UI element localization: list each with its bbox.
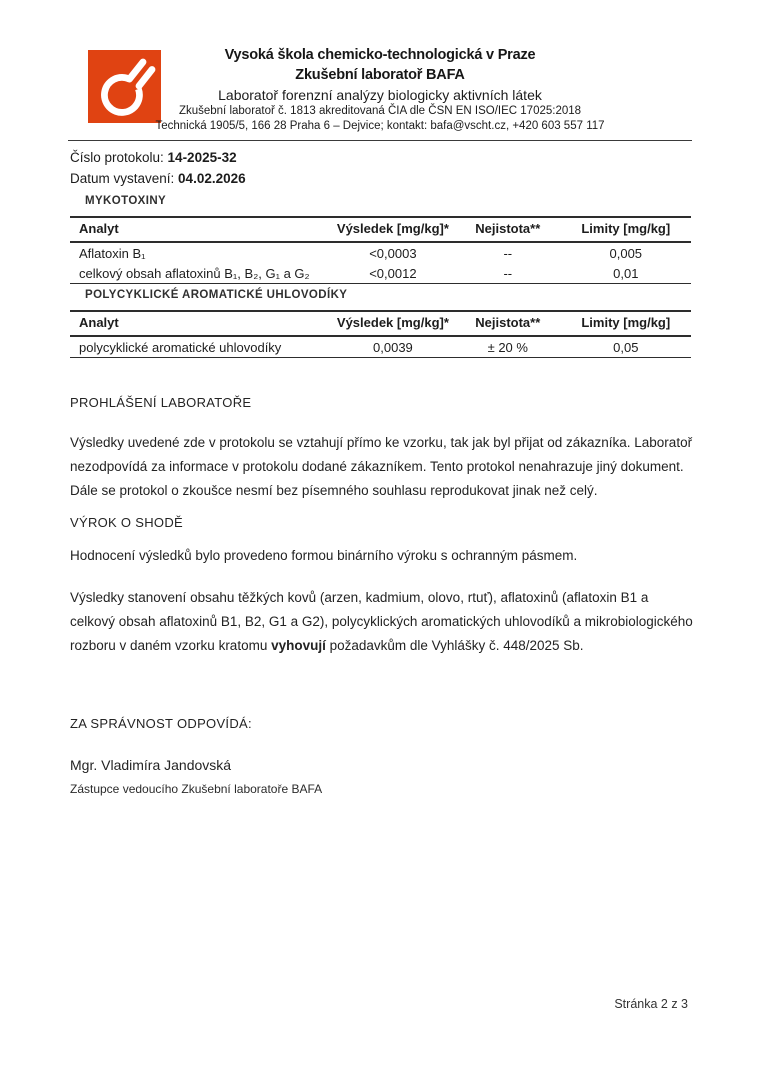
- mycotoxins-table: [70, 216, 691, 284]
- column-header-result: Výsledek [mg/kg]*: [331, 311, 455, 336]
- cell-uncertainty: ± 20 %: [487, 339, 528, 355]
- declaration-heading: PROHLÁŠENÍ LABORATOŘE: [70, 395, 252, 410]
- table-row: [70, 263, 691, 284]
- cell-limit: 0,01: [613, 265, 639, 281]
- signatory-role: Zástupce vedoucího Zkušební laboratoře BAFA: [70, 782, 323, 796]
- section-title-pah: POLYCYKLICKÉ AROMATICKÉ UHLOVODÍKY: [85, 289, 348, 301]
- cell-uncertainty: --: [503, 265, 513, 281]
- protocol-number-value: 14-2025-32: [167, 150, 237, 165]
- column-header-limits: Limity [mg/kg]: [561, 311, 691, 336]
- table-header-row: [70, 311, 691, 336]
- protocol-number-label: Číslo protokolu:: [70, 150, 168, 165]
- cell-analyt: celkový obsah aflatoxinů B₁, B₂, G₁ a G₂: [79, 265, 310, 281]
- conformity-method-paragraph: Hodnocení výsledků bylo provedeno formou binárního výroku s ochranným pásmem.: [70, 548, 578, 563]
- accreditation-line: Zkušební laboratoř č. 1813 akreditovaná ČIA dle ČSN EN ISO/IEC 17025:2018: [178, 105, 582, 117]
- result-text-before: Výsledky stanovení obsahu těžkých kovů (arzen, kadmium, olovo, rtuť), aflatoxinů (aflatoxin B1 a celkový obsah aflatoxinů B1, B2, G1 a G2), polycyklických aromatických uhlovodíků a mikrobiologického rozboru v daném vzorku kratomu: [70, 590, 693, 653]
- pah-table: [70, 310, 691, 358]
- result-text-after: požadavkům dle Vyhlášky č. 448/2025 Sb.: [325, 638, 584, 653]
- table-header-row: [70, 217, 691, 242]
- declaration-paragraph: Výsledky uvedené zde v protokolu se vztahují přímo ke vzorku, tak jak byl přijat od zákazníka. Laboratoř nezodpovídá za informace v protokolu dodané zákazníkem. Tento protokol nenahrazuje jiný dokument. Dále se protokol o zkoušce nesmí bez písemného souhlasu reprodukovat jinak než celý.: [70, 435, 693, 498]
- contact-line: Technická 1905/5, 166 28 Praha 6 – Dejvice; kontakt: bafa@vscht.cz, +420 603 557 117: [155, 120, 605, 132]
- column-header-uncertainty: Nejistota**: [455, 311, 561, 336]
- cell-analyt: polycyklické aromatické uhlovodíky: [79, 339, 282, 355]
- lab-full-name: Laboratoř forenzní analýzy biologicky aktivních látek: [218, 87, 542, 103]
- issue-date-line: [70, 168, 246, 189]
- signatory-name: Mgr. Vladimíra Jandovská: [70, 757, 232, 773]
- page-number: Stránka 2 z 3: [614, 997, 688, 1011]
- responsibility-heading: ZA SPRÁVNOST ODPOVÍDÁ:: [70, 716, 252, 731]
- cell-analyt: Aflatoxin B₁: [79, 245, 146, 261]
- section-title-mycotoxins: MYKOTOXINY: [85, 195, 167, 207]
- column-header-uncertainty: Nejistota**: [455, 217, 561, 242]
- protocol-info: [70, 147, 246, 189]
- issue-date-label: Datum vystavení:: [70, 171, 179, 186]
- cell-limit: 0,005: [609, 245, 643, 261]
- cell-limit: 0,05: [613, 339, 639, 355]
- protocol-number-line: [70, 147, 246, 168]
- column-header-limits: Limity [mg/kg]: [561, 217, 691, 242]
- column-header-analyt: Analyt: [70, 311, 331, 336]
- table-row: [70, 242, 691, 263]
- conformity-result-paragraph: [70, 586, 693, 658]
- university-name: Vysoká škola chemicko-technologická v Praze: [224, 47, 536, 63]
- column-header-analyt: Analyt: [70, 217, 331, 242]
- column-header-result: Výsledek [mg/kg]*: [331, 217, 455, 242]
- issue-date-value: 04.02.2026: [178, 171, 246, 186]
- cell-result: <0,0003: [369, 245, 417, 261]
- lab-name: Zkušební laboratoř BAFA: [295, 67, 465, 83]
- conformity-heading: VÝROK O SHODĚ: [70, 515, 183, 530]
- table-row: [70, 336, 691, 358]
- cell-uncertainty: --: [503, 245, 513, 261]
- cell-result: <0,0012: [369, 265, 417, 281]
- header-divider: [68, 140, 692, 141]
- result-verdict: vyhovují: [271, 638, 326, 653]
- cell-result: 0,0039: [373, 339, 413, 355]
